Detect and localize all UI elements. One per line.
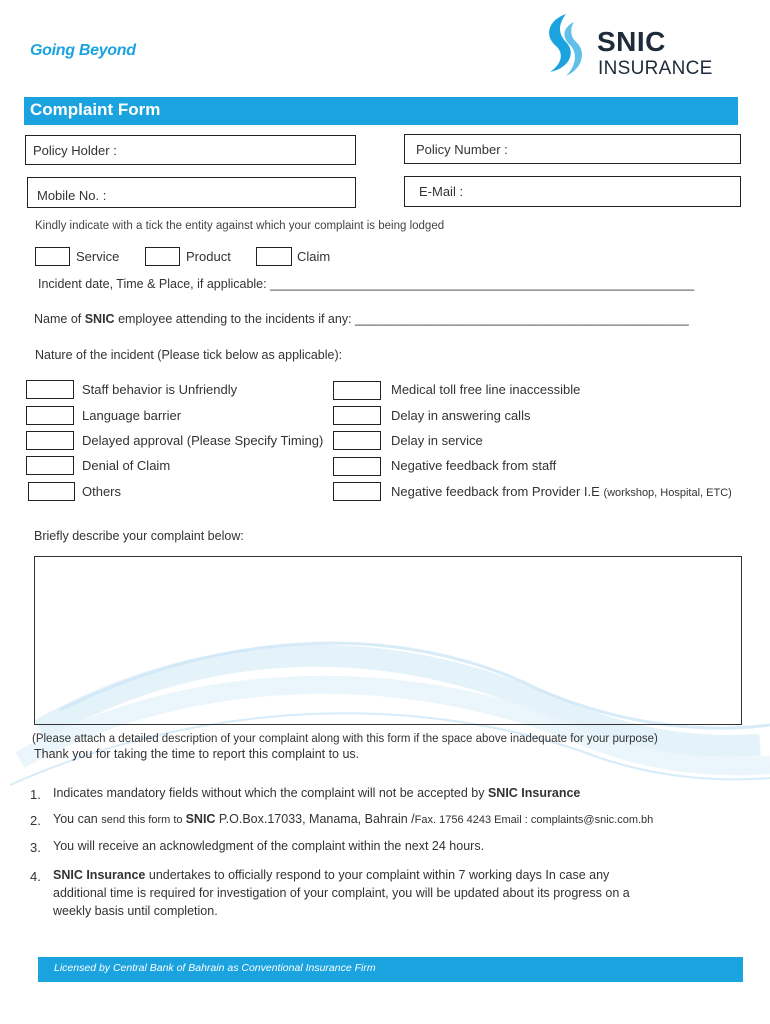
email-field[interactable] [404,176,741,207]
entity-instruction: Kindly indicate with a tick the entity against which your complaint is being lodged [35,220,445,232]
note-2 [53,810,653,829]
note-1-number: 1. [30,787,41,802]
note-4-brand: SNIC Insurance [53,868,146,882]
incident-field[interactable] [38,277,694,291]
mobile-field[interactable] [27,177,356,208]
complaint-description-textarea[interactable] [34,556,742,725]
note-1-brand: SNIC Insurance [487,786,581,800]
nature-left-label-5: Others [82,484,122,499]
nature-right-checkbox-1[interactable] [333,381,381,400]
note-2-small: send this form to [101,814,186,826]
employee-label-brand: SNIC [84,312,115,326]
nature-left-checkbox-5[interactable] [28,482,75,501]
note-1 [53,784,580,802]
note-2-address: P.O.Box.17033, Manama, Bahrain / [215,812,415,826]
policy-holder-field[interactable] [25,135,356,165]
nature-left-label-4: Denial of Claim [82,458,171,473]
nature-left-checkbox-4[interactable] [26,456,74,475]
note-4-line2: additional time is required for investigation of your complaint, you will be updated about its progress on a [53,886,630,900]
footer-license-text: Licensed by Central Bank of Bahrain as Conventional Insurance Firm [54,962,376,974]
nature-label: Nature of the incident (Please tick below as applicable): [35,348,343,362]
logo-subtitle: INSURANCE [598,58,713,79]
nature-right-label-5 [391,484,732,499]
describe-label: Briefly describe your complaint below: [34,529,244,543]
claim-label: Claim [297,249,331,264]
employee-label-post: employee attending to the incidents if any: ________________________________________________ [114,312,689,326]
note-2-contact: Fax. 1756 4243 Email : complaints@snic.com.bh [414,814,654,826]
nature-left-label-2: Language barrier [82,408,182,423]
claim-checkbox[interactable] [256,247,292,266]
mobile-label: Mobile No. : [37,188,107,203]
thanks-note: Thank you for taking the time to report this complaint to us. [34,747,360,761]
product-checkbox[interactable] [145,247,180,266]
policy-holder-label: Policy Holder : [33,143,117,158]
note-3-number: 3. [30,840,41,855]
nature-right-label-5-main: Negative feedback from Provider I.E [391,484,604,499]
nature-left-checkbox-1[interactable] [26,380,74,399]
incident-label: Incident date, Time & Place, if applicable: _____________________________________________________________ [38,277,695,291]
form-title: Complaint Form [30,100,161,119]
footer-bar [38,957,743,982]
product-label: Product [186,249,231,264]
form-title-bar [24,97,738,125]
nature-right-label-4: Negative feedback from staff [391,458,557,473]
nature-left-checkbox-3[interactable] [26,431,74,450]
employee-label-pre: Name of [34,312,85,326]
nature-left-label-1: Staff behavior is Unfriendly [82,382,238,397]
note-2-brand: SNIC [185,812,216,826]
nature-right-label-2: Delay in answering calls [391,408,531,423]
note-4-number: 4. [30,869,41,884]
nature-right-checkbox-5[interactable] [333,482,381,501]
note-2-number: 2. [30,813,41,828]
note-4-line3: weekly basis until completion. [53,904,218,918]
note-4 [53,866,630,920]
nature-right-label-1: Medical toll free line inaccessible [391,382,581,397]
nature-right-label-5-small: (workshop, Hospital, ETC) [603,487,732,499]
attach-note: (Please attach a detailed description of your complaint along with this form if the space above inadequate for your purpose) [32,733,658,745]
nature-left-label-3: Delayed approval (Please Specify Timing) [82,433,324,448]
nature-right-checkbox-2[interactable] [333,406,381,425]
note-2-text: You can [53,812,102,826]
employee-field[interactable] [34,312,689,326]
nature-right-label-3: Delay in service [391,433,483,448]
note-4-line1: undertakes to officially respond to your complaint within 7 working days In case any [145,868,610,882]
email-label: E-Mail : [419,184,464,199]
nature-right-checkbox-4[interactable] [333,457,381,476]
note-1-text: Indicates mandatory fields without which the complaint will not be accepted by [53,786,488,800]
snic-swirl-logo-icon [540,12,584,78]
service-checkbox[interactable] [35,247,70,266]
tagline: Going Beyond [30,42,136,59]
service-label: Service [76,249,120,264]
nature-right-checkbox-3[interactable] [333,431,381,450]
policy-number-field[interactable] [404,134,741,164]
policy-number-label: Policy Number : [416,142,508,157]
note-3-text: You will receive an acknowledgment of the complaint within the next 24 hours. [53,839,485,853]
logo-name: SNIC [597,26,666,57]
nature-left-checkbox-2[interactable] [26,406,74,425]
